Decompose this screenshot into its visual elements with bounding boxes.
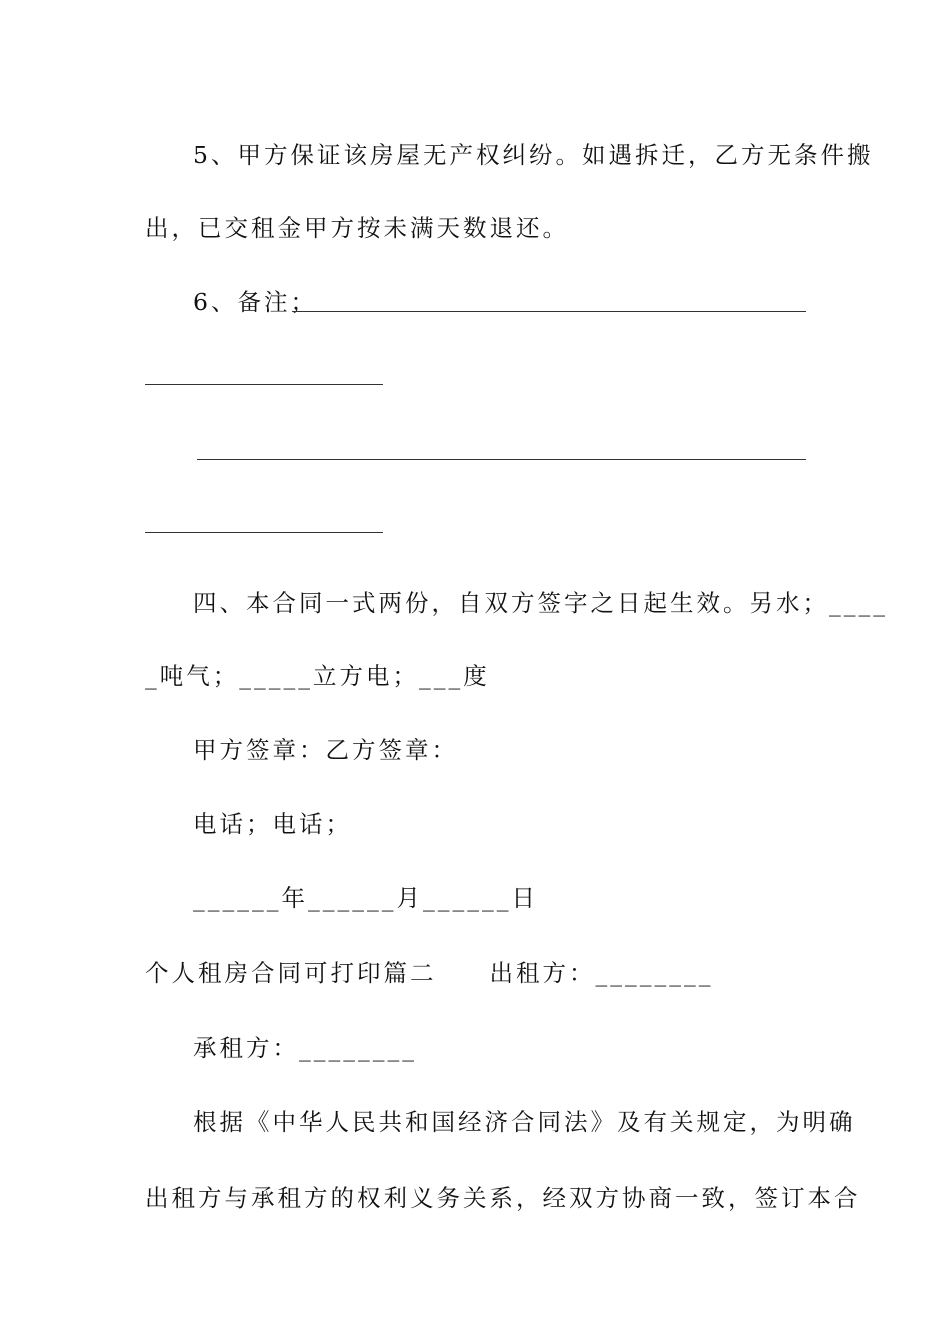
phone-line: 电话；电话；: [193, 810, 352, 838]
remarks-blank-line-2: [145, 384, 383, 385]
clause-5-line-1: 5、甲方保证该房屋无产权纠纷。如遇拆迁，乙方无条件搬: [193, 141, 874, 169]
clause-four-line-2: _吨气；_____立方电；___度: [145, 662, 490, 690]
lessee-line: 承租方：________: [193, 1034, 417, 1062]
remarks-blank-line-3: [197, 459, 806, 460]
remarks-blank-line-4: [145, 532, 383, 533]
date-line: ______年______月______日: [193, 884, 538, 912]
remarks-blank-line-1: [292, 311, 806, 312]
clause-four-line-1: 四、本合同一式两份，自双方签字之日起生效。另水；____: [193, 589, 888, 617]
preamble-line-2: 出租方与承租方的权利义务关系，经双方协商一致，签订本合: [145, 1184, 861, 1212]
clause-6-remarks: 6、备注；: [193, 288, 317, 316]
signature-line: 甲方签章：乙方签章：: [193, 736, 458, 764]
section-two-heading: 个人租房合同可打印篇二 出租方：________: [145, 959, 714, 987]
clause-5-line-2: 出，已交租金甲方按未满天数退还。: [145, 214, 569, 242]
preamble-line-1: 根据《中华人民共和国经济合同法》及有关规定，为明确: [193, 1108, 856, 1136]
